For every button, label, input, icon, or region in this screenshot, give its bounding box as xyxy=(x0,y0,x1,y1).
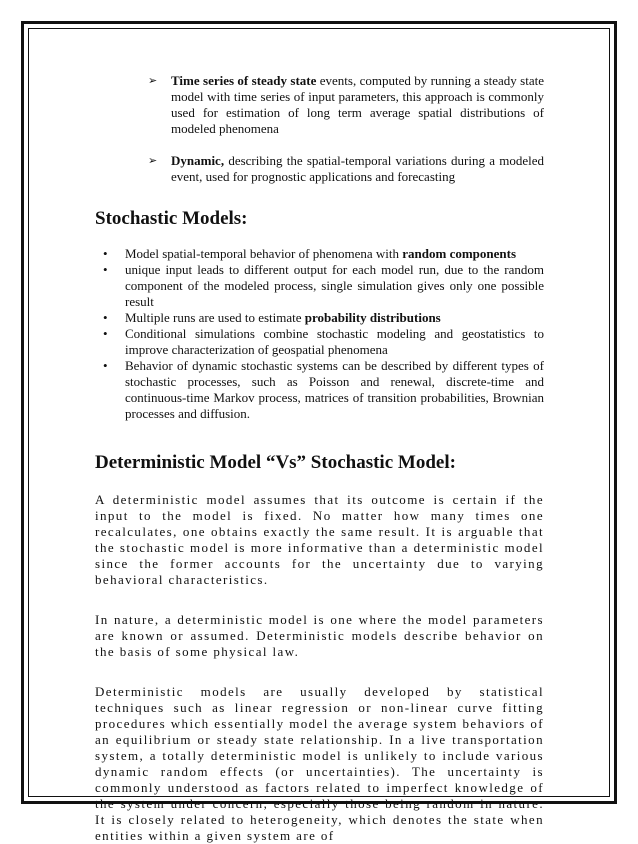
list-item xyxy=(103,262,544,310)
arrow-list xyxy=(148,73,544,185)
list-item xyxy=(103,310,544,326)
list-item xyxy=(148,73,544,137)
list-item-bold: Dynamic, xyxy=(171,153,225,168)
stochastic-heading: Stochastic Models: xyxy=(95,208,248,229)
bullet-icon: • xyxy=(103,310,108,325)
bullet-icon: • xyxy=(103,358,108,373)
bullet-bold: random components xyxy=(402,246,517,261)
list-item xyxy=(103,358,544,422)
bullet-text: Behavior of dynamic stochastic systems can be described by different types of stochastic processes, such as Poisson and renewal, discrete-time and continuous-time Markov process, matrices of transition probabilities, Brownian processes and diffusion. xyxy=(125,358,544,421)
paragraph: A deterministic model assumes that its outcome is certain if the input to the model is fixed. No matter how many times one recalculates, one obtains exactly the same result. It is arguable that the stochastic model is more informative than a deterministic model since the former accounts for the uncertainty due to varying behavioral characteristics. xyxy=(95,492,544,587)
stochastic-bullets xyxy=(103,246,544,422)
arrow-bullet-icon: ➢ xyxy=(148,74,158,87)
bullet-text: Multiple runs are used to estimate xyxy=(125,310,305,325)
document-body xyxy=(95,73,544,844)
bullet-icon: • xyxy=(103,262,108,277)
arrow-bullet-icon: ➢ xyxy=(148,154,158,167)
bullet-text: Model spatial-temporal behavior of phenomena with xyxy=(125,246,403,261)
list-item-bold: Time series of steady state xyxy=(171,73,317,88)
list-item xyxy=(103,246,544,262)
comparison-heading: Deterministic Model “Vs” Stochastic Model: xyxy=(95,452,456,473)
list-item-text: events, computed by running a steady state model with time series of input parameters, this approach is commonly used for estimation of long term average spatial distributions of modeled phenomena xyxy=(171,73,544,136)
list-item xyxy=(148,153,544,185)
bullet-text: unique input leads to different output for each model run, due to the random component of the modeled process, single simulation gives only one possible result xyxy=(125,262,544,309)
bullet-icon: • xyxy=(103,246,108,261)
bullet-bold: probability distributions xyxy=(304,310,441,325)
list-item xyxy=(103,326,544,358)
bullet-icon: • xyxy=(103,326,108,341)
paragraph: Deterministic models are usually developed by statistical techniques such as linear regression or non-linear curve fitting procedures which essentially model the average system behaviors of an equilibrium or steady state relationship. In a live transportation system, a totally deterministic model is unlikely to include various dynamic random effects (or uncertainties). The uncertainty is commonly understood as factors related to imperfect knowledge of the system under concern, especially those being random in nature. It is closely related to heterogeneity, which denotes the state when entities within a given system are of xyxy=(95,684,544,843)
list-item-text: describing the spatial-temporal variations during a modeled event, used for prognostic applications and forecasting xyxy=(171,153,544,184)
bullet-text: Conditional simulations combine stochastic modeling and geostatistics to improve characterization of geospatial phenomena xyxy=(125,326,544,357)
paragraph: In nature, a deterministic model is one where the model parameters are known or assumed. Deterministic models describe behavior on the basis of some physical law. xyxy=(95,612,544,659)
